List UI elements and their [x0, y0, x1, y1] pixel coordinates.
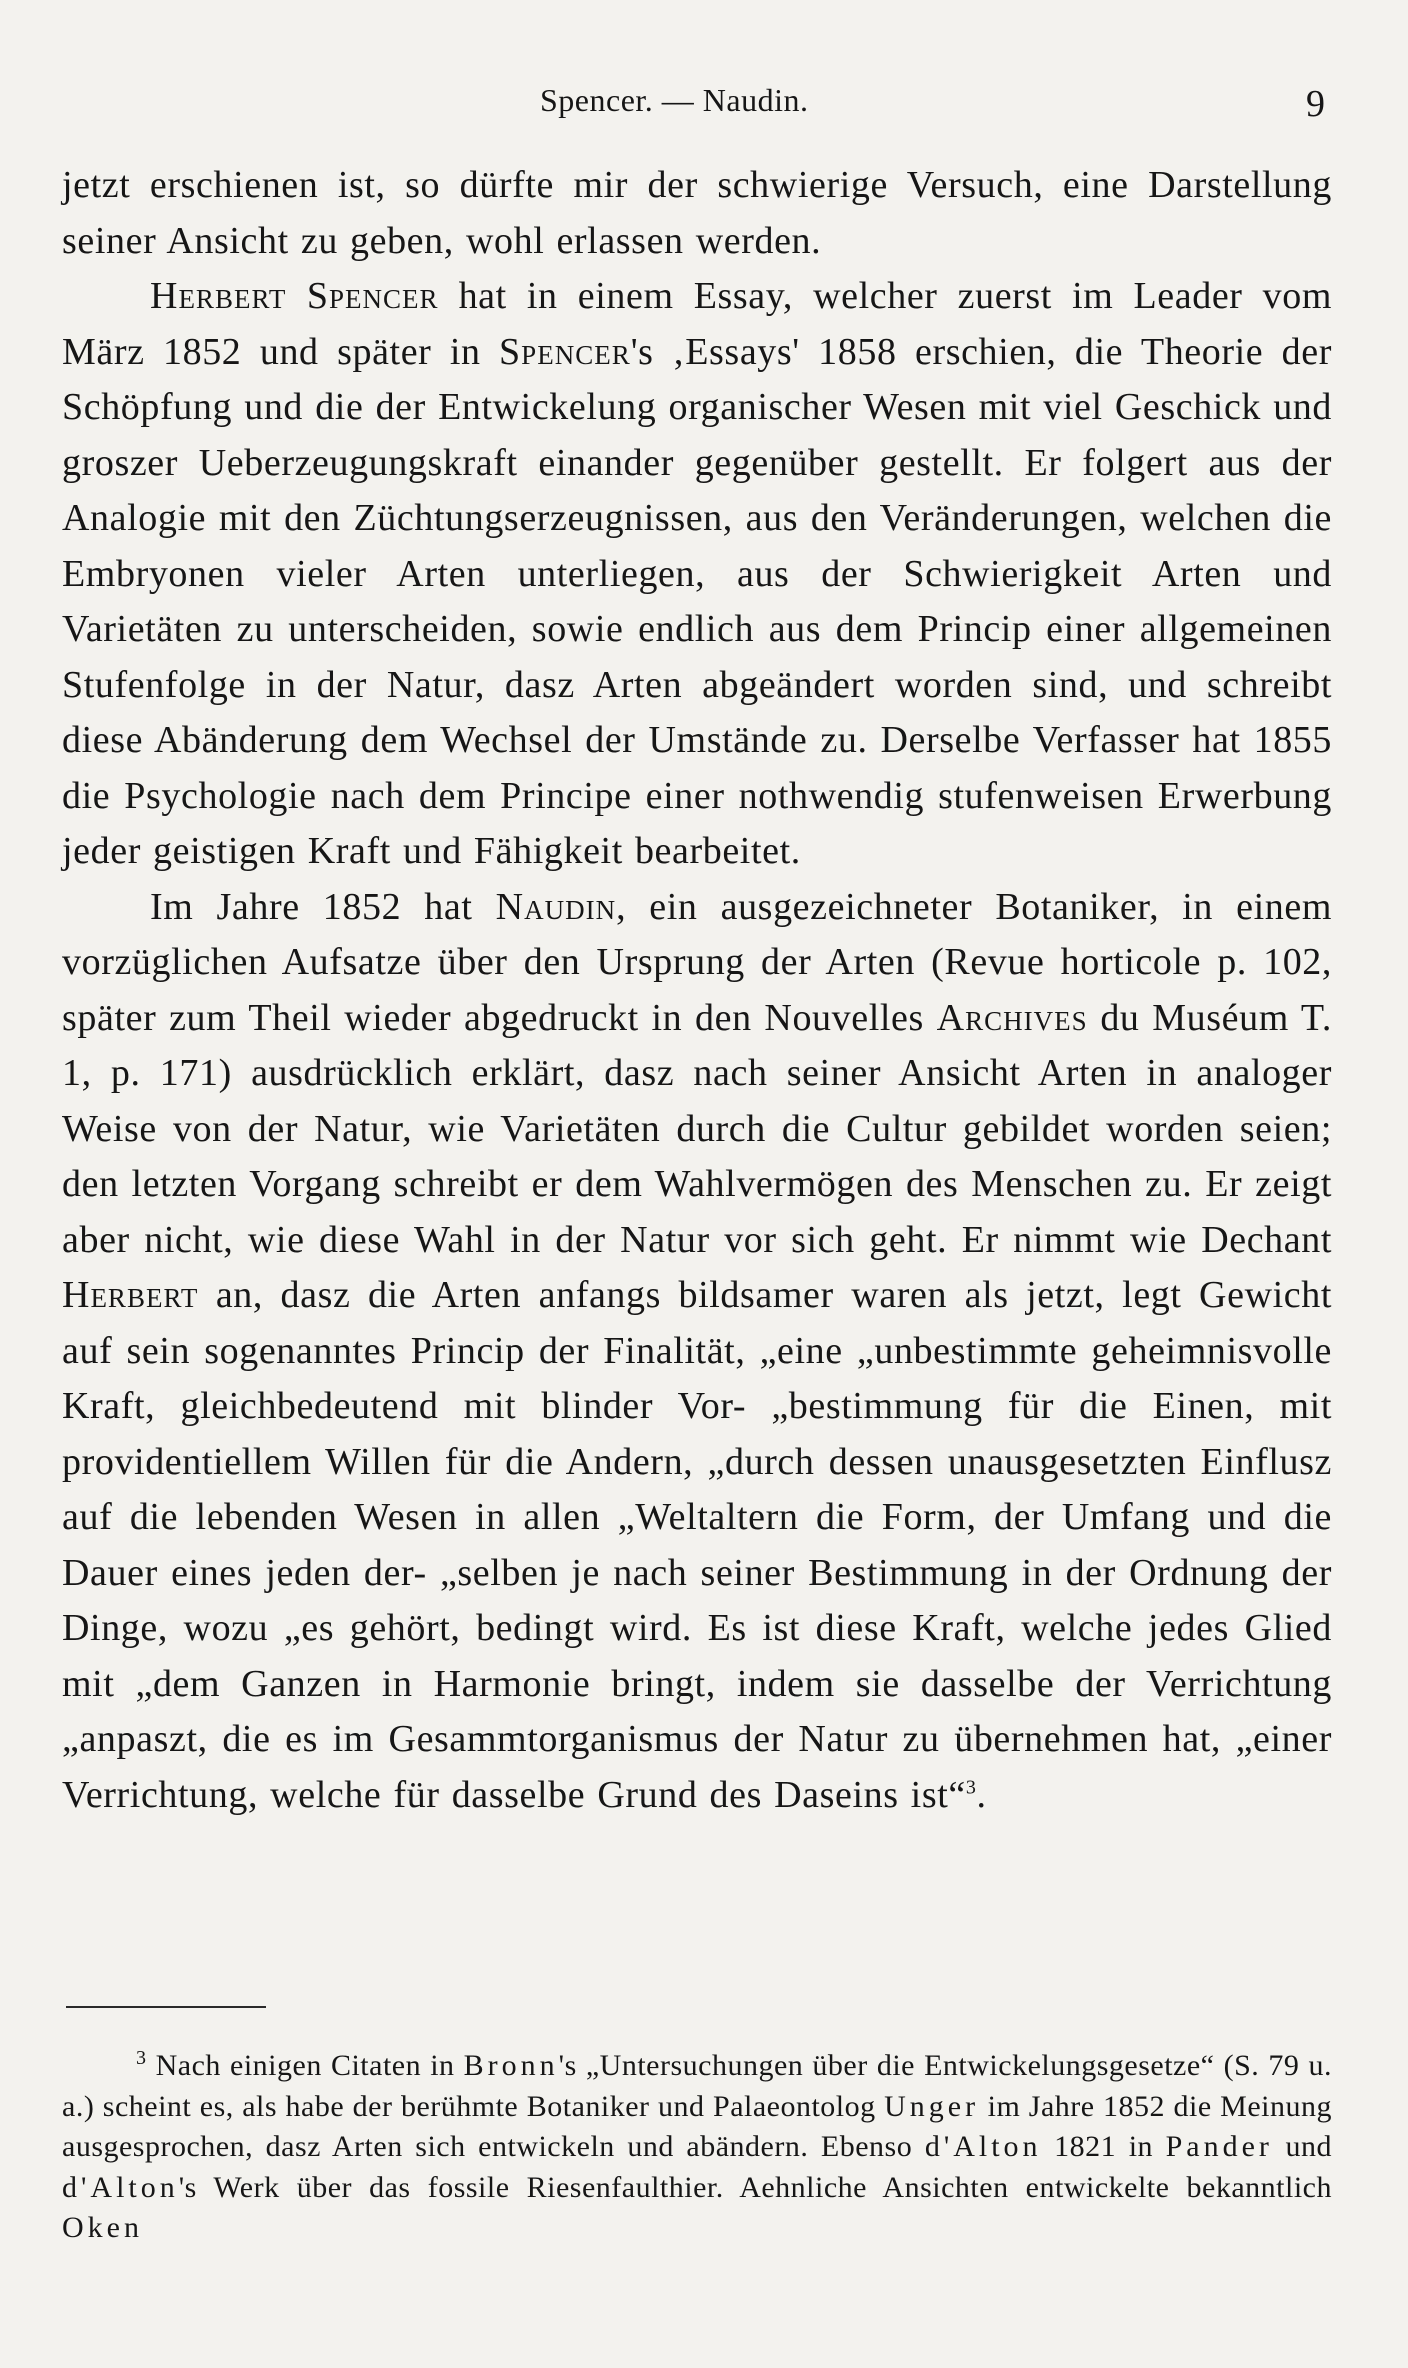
paragraph-spencer: [62, 269, 1332, 880]
footnote-text-d: 1821 in: [1041, 2130, 1166, 2163]
footnote-text-b: 's „Untersuchungen über die Entwickelungsgesetze“ (S. 79 u. a.) scheint es, als habe der berühmte Botaniker und Palaeontolog: [62, 2049, 1333, 2123]
author-name-spencer: Spencer: [499, 330, 631, 373]
footnote-text-f: 's Werk über das fossile Riesenfaulthier. Aehnliche Ansichten entwickelte bekanntlich: [178, 2170, 1332, 2204]
footnote-divider: [66, 2006, 266, 2008]
author-name-pander: Pander: [1165, 2130, 1273, 2163]
author-name-dalton: d'Alton: [924, 2130, 1042, 2163]
body-text: [62, 158, 1332, 1823]
paragraph-continuation: [62, 158, 1332, 269]
footnotes: [62, 2046, 1332, 2249]
footnote-text-a: Nach einigen Citaten in: [146, 2049, 464, 2082]
paragraph-3-text-c: du Muséum T. 1, p. 171) ausdrücklich erklärt, dasz nach seiner Ansicht Arten in analoger Weise von der Natur, wie Varietäten durch die Cultur gebildet worden seien; den letzten Vorgang schreibt er dem Wahlvermögen des Menschen zu. Er zeigt aber nicht, wie diese Wahl in der Natur vor sich geht. Er nimmt wie Dechant: [62, 996, 1332, 1261]
author-name-naudin: Naudin: [495, 885, 617, 928]
paragraph-naudin: [62, 880, 1332, 1824]
paragraph-3-text-b: , ein ausgezeichneter Botaniker, in einem vorzüglichen Aufsatze über den Ursprung der Arten (Revue horticole p. 102, später zum Theil wieder abgedruckt in den Nouvelles: [62, 885, 1332, 1039]
paragraph-2-text-b: 's ‚Essays' 1858 erschien, die Theorie der Schöpfung und die der Entwickelung organischer Wesen mit viel Geschick und groszer Ueberzeugungskraft einander gegenüber gestellt. Er folgert aus der Analogie mit den Züchtungserzeugnissen, aus den Veränderungen, welchen die Embryonen vieler Arten unterliegen, aus der Schwierigkeit Arten und Varietäten zu unterscheiden, sowie endlich aus dem Princip einer allgemeinen Stufenfolge in der Natur, dasz Arten abgeändert worden sind, und schreibt diese Abänderung dem Wechsel der Umstände zu. Derselbe Verfasser hat 1855 die Psychologie nach dem Principe einer nothwendig stufenweisen Erwerbung jeder geistigen Kraft und Fähigkeit bearbeitet.: [62, 330, 1332, 872]
author-name-unger: Unger: [884, 2089, 980, 2123]
footnote-reference: 3: [965, 1775, 977, 1798]
footnote-text-c: im Jahre 1852 die Meinung ausgesprochen, dasz Arten sich entwickeln und abändern. Ebenso: [62, 2089, 1332, 2163]
author-name-bronn: Bronn: [463, 2049, 559, 2082]
author-name-herbert-spencer: Herbert Spencer: [150, 275, 439, 317]
author-name-dalton-2: d'Alton: [62, 2170, 179, 2204]
footnote-marker: 3: [136, 2047, 147, 2069]
footnote-3: [62, 2046, 1332, 2249]
footnote-text-e: und: [1272, 2130, 1332, 2163]
paragraph-3-text-d: an, dasz die Arten anfangs bildsamer waren als jetzt, legt Gewicht auf sein sogenanntes Princip der Finalität, „eine „unbestimmte geheimnisvolle Kraft, gleichbedeutend mit blinder Vor- „bestimmung für die Einen, mit providentiellem Willen für die Andern, „durch dessen unausgesetzten Einflusz auf die lebenden Wesen in allen „Weltaltern die Form, der Umfang und die Dauer eines jeden der- „selben je nach seiner Bestimmung in der Ordnung der Dinge, wozu „es gehört, bedingt wird. Es ist diese Kraft, welche jedes Glied mit „dem Ganzen in Harmonie bringt, indem sie dasselbe der Verrichtung „anpaszt, die es im Gesammtorganismus der Natur zu übernehmen hat, „einer Verrichtung, welche für dasselbe Grund des Daseins ist“: [62, 1274, 1332, 1816]
running-head: Spencer. — Naudin.: [540, 82, 809, 118]
author-name-herbert: Herbert: [62, 1274, 199, 1316]
page-number: 9: [1306, 83, 1325, 125]
author-name-oken: Oken: [62, 2211, 143, 2244]
paragraph-2-text-a: hat in einem Essay, welcher zuerst im Leader vom März 1852 und später in: [62, 275, 1332, 373]
paragraph-1-text: jetzt erschienen ist, so dürfte mir der schwierige Versuch, eine Darstellung seiner Ansicht zu geben, wohl erlassen werden.: [62, 164, 1332, 262]
journal-name-archives: Archives: [936, 996, 1088, 1039]
paragraph-3-text-a: Im Jahre 1852 hat: [150, 885, 496, 928]
paragraph-3-text-e: .: [976, 1773, 987, 1816]
